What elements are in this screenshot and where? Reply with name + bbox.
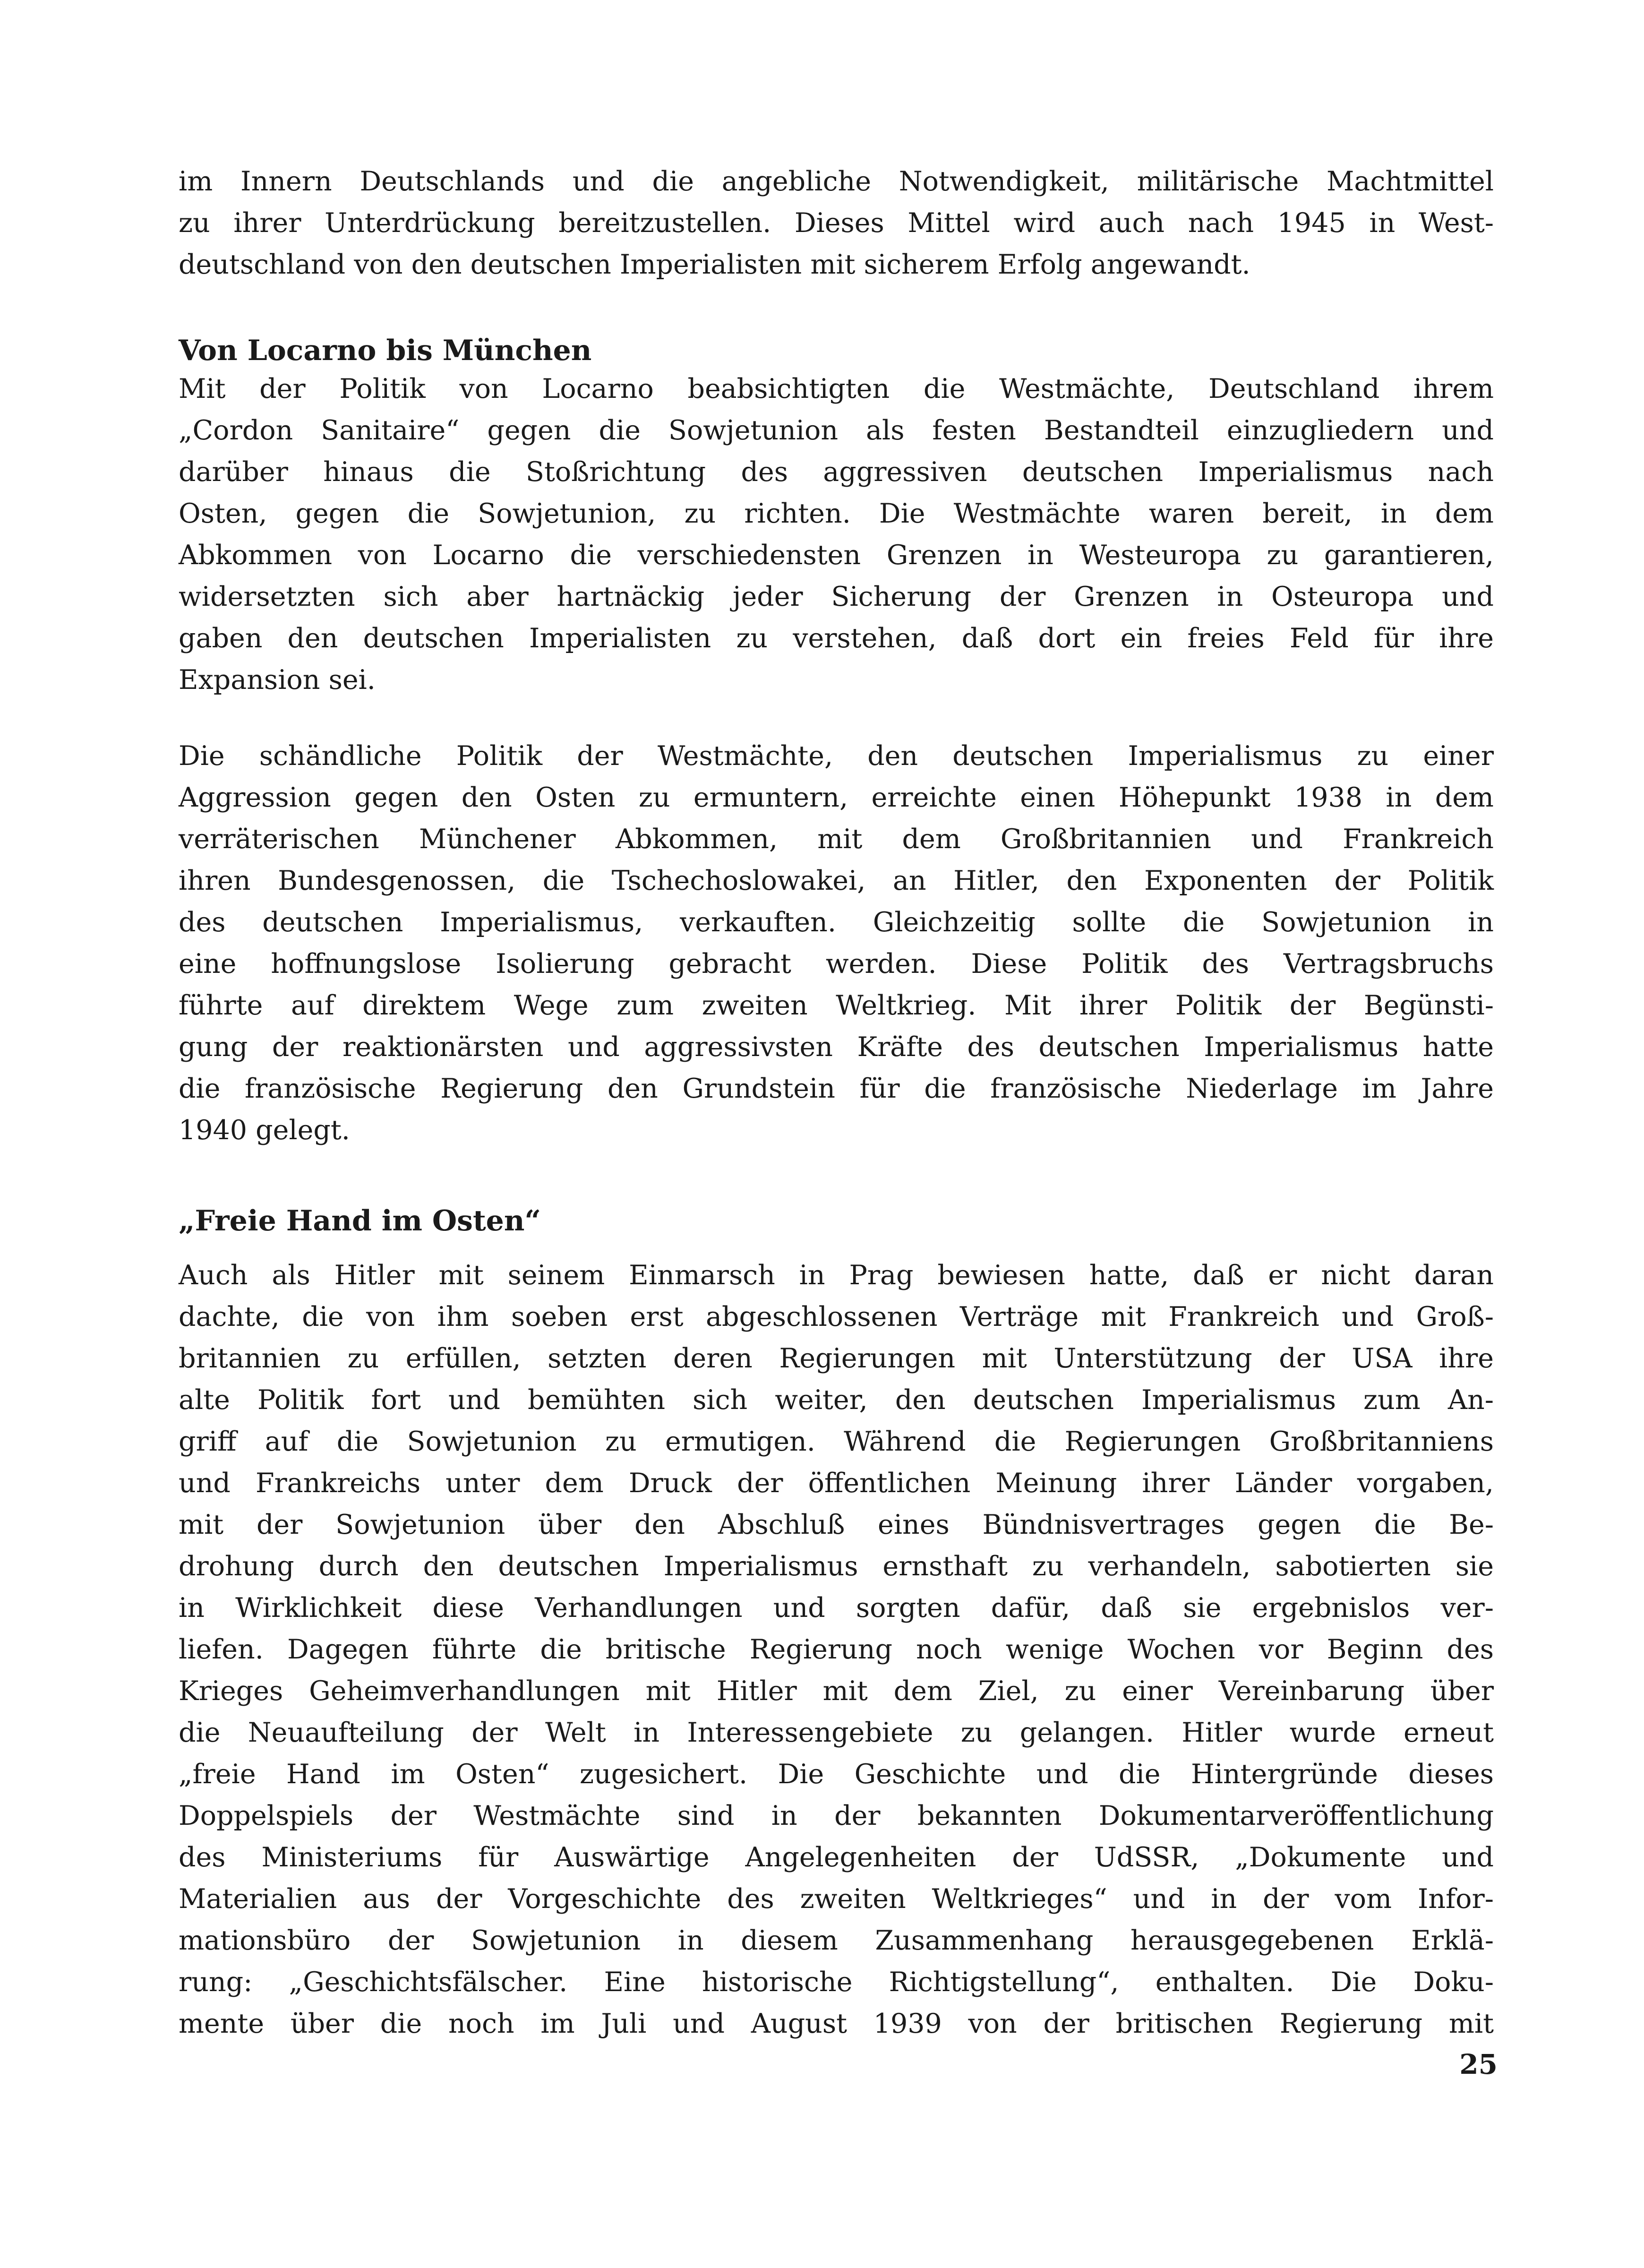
text-line: ihren Bundesgenossen, die Tschechoslowakei, an Hitler, den Exponenten der Politik — [179, 865, 1494, 896]
text-line: Mit der Politik von Locarno beabsichtigten die Westmächte, Deutschland ihrem — [179, 373, 1494, 404]
text-line: 1940 gelegt. — [179, 1115, 350, 1146]
text-line: und Frankreichs unter dem Druck der öffentlichen Meinung ihrer Länder vorgaben, — [179, 1468, 1494, 1499]
text-line: gung der reaktionärsten und aggressivsten Kräfte des deutschen Imperialismus hatte — [179, 1031, 1494, 1063]
text-line: „freie Hand im Osten“ zugesichert. Die Geschichte und die Hintergründe dieses — [179, 1759, 1494, 1790]
text-line: führte auf direktem Wege zum zweiten Weltkrieg. Mit ihrer Politik der Begünsti- — [179, 990, 1494, 1021]
paragraph-freie-hand — [179, 1254, 1494, 2045]
text-line: des Ministeriums für Auswärtige Angelegenheiten der UdSSR, „Dokumente und — [179, 1842, 1494, 1873]
text-line: verräterischen Münchener Abkommen, mit dem Großbritannien und Frankreich — [179, 824, 1494, 855]
text-line: Osten, gegen die Sowjetunion, zu richten. Die Westmächte waren bereit, in dem — [179, 498, 1494, 529]
heading-text: Von Locarno bis München — [179, 334, 592, 367]
text-line: „Cordon Sanitaire“ gegen die Sowjetunion als festen Bestandteil einzugliedern und — [179, 415, 1494, 446]
text-line: widersetzten sich aber hartnäckig jeder Sicherung der Grenzen in Osteuropa und — [179, 581, 1494, 612]
paragraph-locarno — [179, 350, 1494, 701]
text-line: alte Politik fort und bemühten sich weiter, den deutschen Imperialismus zum An- — [179, 1384, 1494, 1416]
text-line: darüber hinaus die Stoßrichtung des aggressiven deutschen Imperialismus nach — [179, 456, 1494, 488]
paragraph-intro — [179, 161, 1494, 285]
text-line: mit der Sowjetunion über den Abschluß eines Bündnisvertrages gegen die Be- — [179, 1509, 1494, 1540]
text-line: Expansion sei. — [179, 664, 376, 696]
text-line: Auch als Hitler mit seinem Einmarsch in Prag bewiesen hatte, daß er nicht daran — [179, 1260, 1494, 1291]
text-line: eine hoffnungslose Isolierung gebracht werden. Diese Politik des Vertragsbruchs — [179, 948, 1494, 979]
text-line: Abkommen von Locarno die verschiedensten Grenzen in Westeuropa zu garantieren, — [179, 540, 1494, 571]
text-line: Die schändliche Politik der Westmächte, den deutschen Imperialismus zu einer — [179, 740, 1494, 772]
text-line: britannien zu erfüllen, setzten deren Regierungen mit Unterstützung der USA ihre — [179, 1343, 1494, 1374]
text-line: in Wirklichkeit diese Verhandlungen und sorgten dafür, daß sie ergebnislos ver- — [179, 1592, 1494, 1624]
text-line: drohung durch den deutschen Imperialismus ernsthaft zu verhandeln, sabotierten sie — [179, 1551, 1494, 1582]
text-line: zu ihrer Unterdrückung bereitzustellen. Dieses Mittel wird auch nach 1945 in West- — [179, 207, 1494, 239]
text-line: gaben den deutschen Imperialisten zu verstehen, daß dort ein freies Feld für ihre — [179, 623, 1494, 654]
text-line: rung: „Geschichtsfälscher. Eine historische Richtigstellung“, enthalten. Die Doku- — [179, 1967, 1494, 1998]
text-line: Materialien aus der Vorgeschichte des zweiten Weltkrieges“ und in der vom Infor- — [179, 1883, 1494, 1915]
text-line: die Neuaufteilung der Welt in Interessengebiete zu gelangen. Hitler wurde erneut — [179, 1717, 1494, 1748]
text-line: Doppelspiels der Westmächte sind in der bekannten Dokumentarveröffentlichung — [179, 1800, 1494, 1831]
paragraph-muenchen — [179, 735, 1494, 1151]
text-line: liefen. Dagegen führte die britische Regierung noch wenige Wochen vor Beginn des — [179, 1634, 1494, 1665]
text-line: im Innern Deutschlands und die angebliche Notwendigkeit, militärische Machtmittel — [179, 166, 1494, 197]
text-line: die französische Regierung den Grundstein für die französische Niederlage im Jahre — [179, 1073, 1494, 1104]
text-line: des deutschen Imperialismus, verkauften. Gleichzeitig sollte die Sowjetunion in — [179, 907, 1494, 938]
text-line: mente über die noch im Juli und August 1939 von der britischen Regierung mit — [179, 2008, 1494, 2039]
text-line: deutschland von den deutschen Imperialisten mit sicherem Erfolg angewandt. — [179, 249, 1250, 280]
page-number: 25 — [1459, 2048, 1498, 2080]
section-heading-freie-hand — [179, 1200, 1494, 1242]
text-line: Aggression gegen den Osten zu ermuntern, erreichte einen Höhepunkt 1938 in dem — [179, 782, 1494, 813]
text-line: Krieges Geheimverhandlungen mit Hitler mit dem Ziel, zu einer Vereinbarung über — [179, 1675, 1494, 1707]
heading-text: „Freie Hand im Osten“ — [179, 1204, 541, 1237]
text-line: griff auf die Sowjetunion zu ermutigen. Während die Regierungen Großbritanniens — [179, 1426, 1494, 1457]
text-line: mationsbüro der Sowjetunion in diesem Zusammenhang herausgegebenen Erklä- — [179, 1925, 1494, 1956]
text-line: dachte, die von ihm soeben erst abgeschlossenen Verträge mit Frankreich und Groß- — [179, 1301, 1494, 1332]
